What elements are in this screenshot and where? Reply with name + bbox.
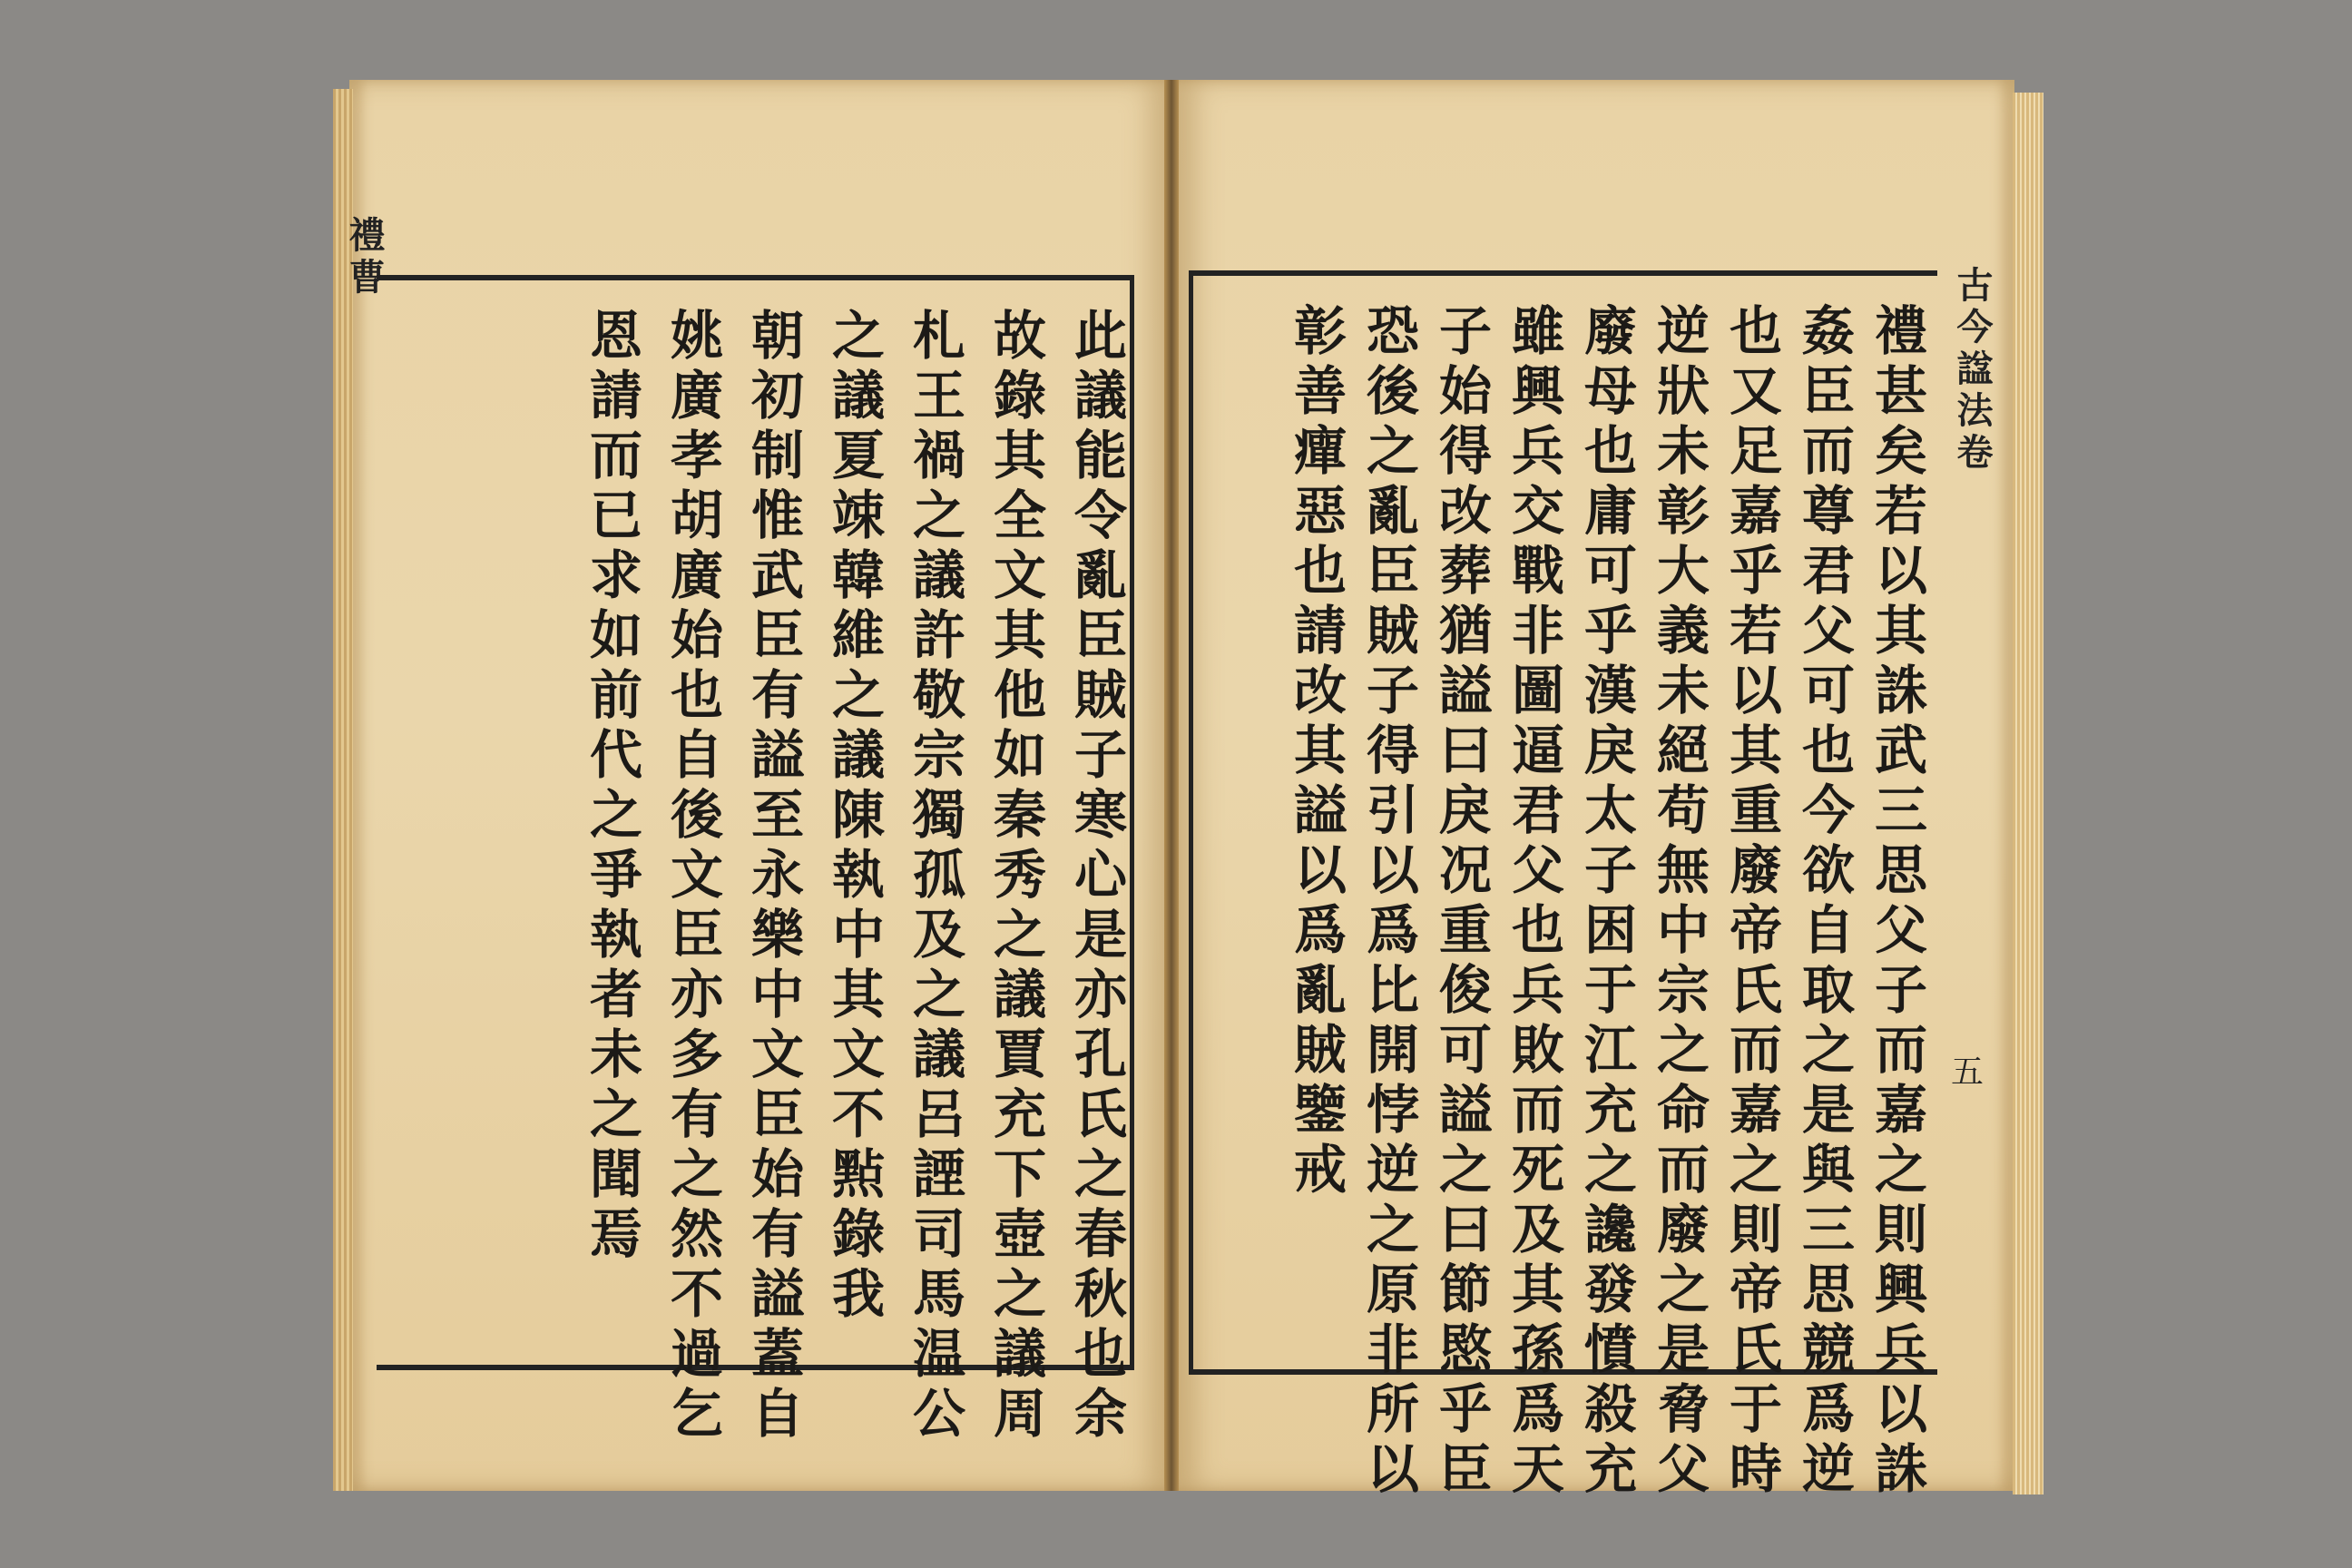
right-column-3: 也又足嘉乎若以其重廢帝氏而嘉之則帝氏于時 (1720, 303, 1782, 1501)
right-column-1: 禮甚矣若以其誅武三思父子而嘉之則興兵以誅 (1866, 303, 1927, 1501)
left-column-2: 故錄其全文其他如秦秀之議賈充下壺之議周 (985, 308, 1046, 1446)
left-column-6: 姚廣孝胡廣始也自後文臣亦多有之然不過乞 (662, 308, 723, 1446)
left-text-frame (377, 275, 1134, 1446)
right-column-5: 廢母也庸可乎漢戾太子困于江充之讒發憤殺充 (1575, 303, 1637, 1501)
left-column-7: 恩請而已求如前代之爭執者未之聞焉 (581, 308, 642, 1266)
book-gutter (1164, 80, 1179, 1491)
right-column-8: 恐後之亂臣賊子得引以爲比開悖逆之原非所以 (1357, 303, 1419, 1501)
right-column-9: 彰善癉惡也請改其謚以爲亂賊鑒戒 (1285, 303, 1347, 1201)
left-column-4: 之議夏竦韓維之議陳執中其文不㸃錄我 (823, 308, 885, 1326)
left-column-1: 此議能令亂臣賊子寒心是亦孔氏之春秋也余 (1065, 308, 1127, 1446)
right-column-2: 姦臣而尊君父可也今欲自取之是與三思競爲逆 (1793, 303, 1855, 1501)
right-page-edges (2013, 93, 2043, 1494)
left-column-5: 朝初制惟武臣有謚至永樂中文臣始有謚蓋自 (742, 308, 804, 1446)
open-book (343, 80, 2014, 1501)
left-page (343, 80, 1171, 1491)
left-column-3: 札王禍之議許敬宗獨孤及之議呂諲司馬温公 (904, 308, 965, 1446)
left-margin-title: 禮曹 (343, 216, 386, 299)
right-text-frame (1189, 270, 1937, 1501)
right-column-7: 子始得改葬猶謚曰戾况重俊可謚之曰節愍乎臣 (1430, 303, 1492, 1501)
right-page (1175, 80, 2014, 1501)
right-column-4: 逆狀未彰大義未絕苟無中宗之命而廢之是脅父 (1648, 303, 1710, 1501)
folio-number: 五 (1951, 1054, 1984, 1091)
right-header-title: 古今諡法卷 (1951, 266, 1994, 475)
right-column-6: 雖興兵交戰非圖逼君父也兵敗而死及其孫爲天 (1503, 303, 1564, 1501)
